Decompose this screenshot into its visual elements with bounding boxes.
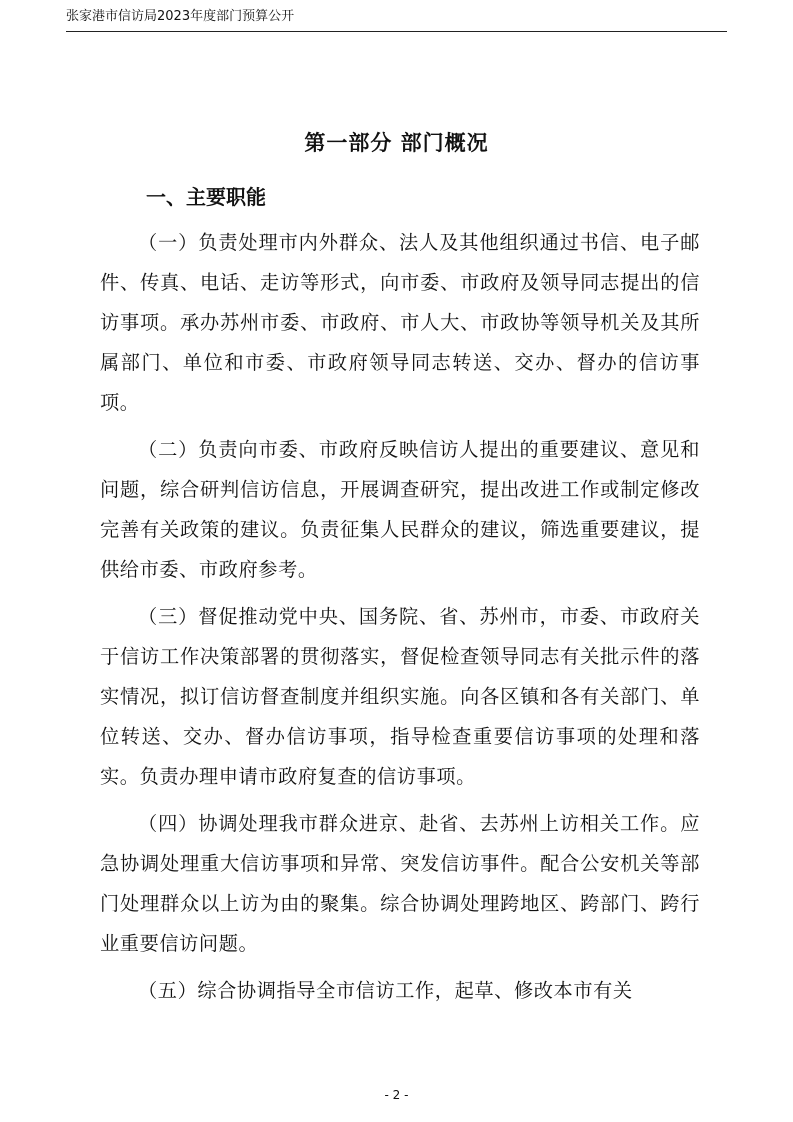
body-text <box>100 223 700 1018</box>
section-heading: 一、主要职能 <box>146 185 266 209</box>
paragraph-4: （四）协调处理我市群众进京、赴省、去苏州上访相关工作。应急协调处理重大信访事项和异常、突发信访事件。配合公安机关等部门处理群众以上访为由的聚集。综合协调处理跨地区、跨部门、跨行业重要信访问题。 <box>100 812 700 955</box>
paragraph-5: （五）综合协调指导全市信访工作，起草、修改本市有关 <box>138 979 633 1002</box>
paragraph-3: （三）督促推动党中央、国务院、省、苏州市，市委、市政府关于信访工作决策部署的贯彻落实，督促检查领导同志有关批示件的落实情况，拟订信访督查制度并组织实施。向各区镇和各有关部门、单位转送、交办、督办信访事项，指导检查重要信访事项的处理和落实。负责办理申请市政府复查的信访事项。 <box>100 605 700 788</box>
page-title: 第一部分 部门概况 <box>304 131 489 155</box>
paragraph-2: （二）负责向市委、市政府反映信访人提出的重要建议、意见和问题，综合研判信访信息，开展调查研究，提出改进工作或制定修改完善有关政策的建议。负责征集人民群众的建议，筛选重要建议，提供给市委、市政府参考。 <box>100 438 700 581</box>
paragraph-1: （一）负责处理市内外群众、法人及其他组织通过书信、电子邮件、传真、电话、走访等形式，向市委、市政府及领导同志提出的信访事项。承办苏州市委、市政府、市人大、市政协等领导机关及其所属部门、单位和市委、市政府领导同志转送、交办、督办的信访事项。 <box>100 231 700 414</box>
page-number: - 2 - <box>384 1088 409 1102</box>
header-divider <box>66 31 727 32</box>
running-header: 张家港市信访局2023年度部门预算公开 <box>66 9 295 24</box>
